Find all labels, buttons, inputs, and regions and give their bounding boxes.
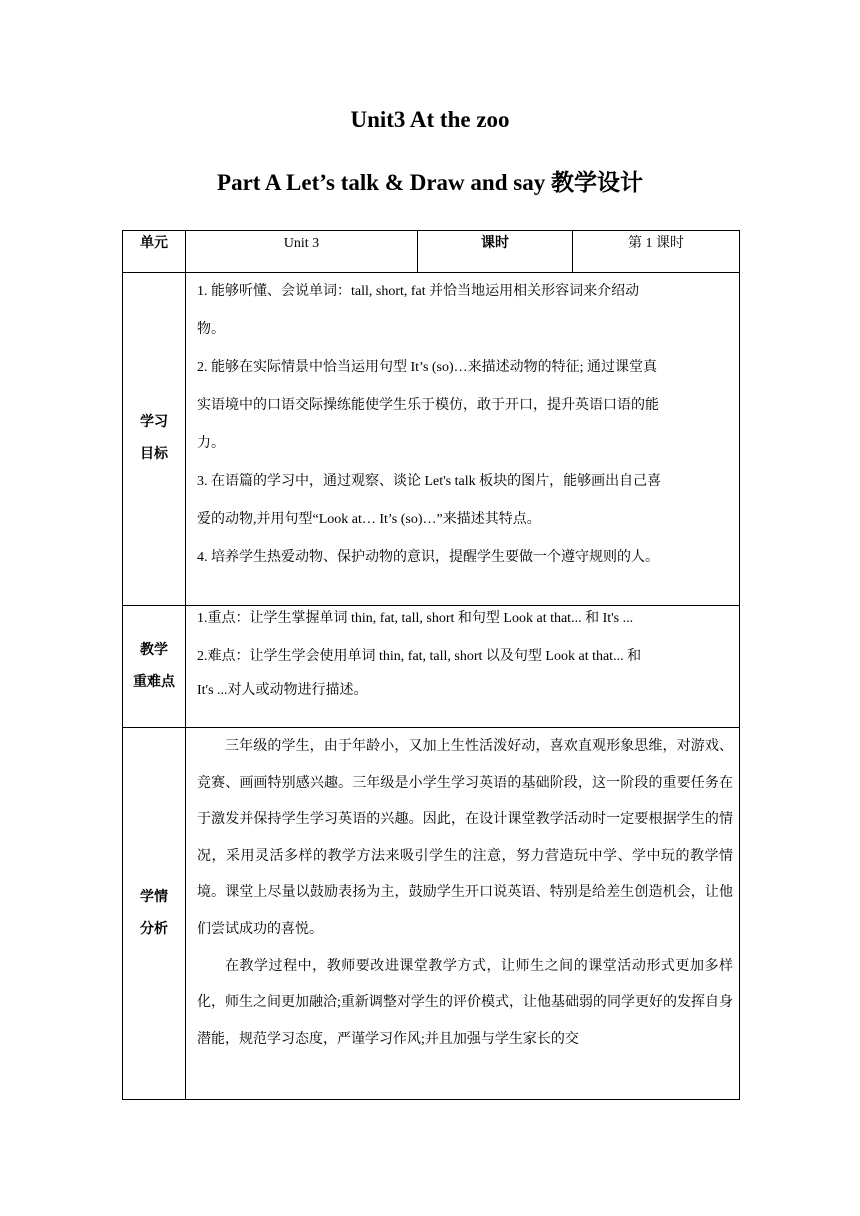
analysis-label-line1: 学情 (140, 889, 168, 905)
document-subtitle: Part A Let’s talk & Draw and say 教学设计 (217, 170, 643, 195)
analysis-paragraph: 三年级的学生，由于年龄小，又加上生性活泼好动，喜欢直观形象思维，对游戏、竞赛、画画特别感兴趣。三年级是小学生学习英语的基础阶段，这一阶段的重要任务在于激发并保持学生学习英语的兴趣。因此，在设计课堂教学活动时一定要根据学生的情况，采用灵活多样的教学方法来吸引学生的注意，努力营造玩中学、学中玩的教学情境。课堂上尽量以鼓励表扬为主，鼓励学生开口说英语、特别是给差生创造机会，让他们尝试成功的喜悦。 (197, 739, 733, 937)
unit-label: 单元 (123, 231, 186, 273)
analysis-label (123, 728, 186, 1100)
goal-line: 2. 能够在实际情景中恰当运用句型 It’s (so)…来描述动物的特征; 通过课堂真 (197, 360, 658, 375)
keypoint-line: 2.难点：让学生学会使用单词 thin, fat, tall, short 以及句型 Look at that... 和 (197, 649, 642, 664)
goal-line: 力。 (197, 436, 225, 451)
analysis-paragraph: 在教学过程中，教师要改进课堂教学方式，让师生之间的课堂活动形式更加多样化，师生之间更加融洽;重新调整对学生的评价模式，让他基础弱的同学更好的发挥自身潜能，规范学习态度，严谨学习作风;并且加强与学生家长的交 (197, 958, 733, 1047)
goal-line: 1. 能够听懂、会说单词：tall, short, fat 并恰当地运用相关形容词来介绍动 (197, 284, 640, 299)
header-row (123, 231, 740, 273)
goals-row (123, 273, 740, 606)
goal-line: 爱的动物,并用句型“Look at… It’s (so)…”来描述其特点。 (197, 512, 541, 527)
goals-content (186, 273, 740, 606)
goals-label-line2: 目标 (140, 447, 168, 462)
keypoints-label-line2: 重难点 (133, 674, 175, 690)
document-title: Unit3 At the zoo (350, 107, 510, 132)
goals-label-line1: 学习 (140, 415, 168, 430)
analysis-content (186, 728, 740, 1100)
goal-line: 3. 在语篇的学习中，通过观察、谈论 Let's talk 板块的图片，能够画出自己喜 (197, 474, 662, 489)
period-label: 课时 (418, 231, 573, 273)
goal-line: 实语境中的口语交际操练能使学生乐于模仿，敢于开口，提升英语口语的能 (197, 398, 659, 413)
keypoints-label-line1: 教学 (140, 642, 168, 658)
keypoint-line: It's ...对人或动物进行描述。 (197, 683, 368, 698)
keypoint-line: 1.重点：让学生掌握单词 thin, fat, tall, short 和句型 Look at that... 和 It's ... (197, 611, 634, 626)
keypoints-content (186, 606, 740, 728)
analysis-label-line2: 分析 (140, 921, 168, 937)
unit-value: Unit 3 (186, 231, 418, 273)
period-value: 第 1 课时 (573, 231, 740, 273)
goal-line: 物。 (197, 322, 225, 337)
keypoints-label (123, 606, 186, 728)
goals-label (123, 273, 186, 606)
lesson-plan-table (122, 230, 740, 1100)
analysis-row (123, 728, 740, 1100)
keypoints-row (123, 606, 740, 728)
goal-line: 4. 培养学生热爱动物、保护动物的意识，提醒学生要做一个遵守规则的人。 (197, 550, 659, 565)
